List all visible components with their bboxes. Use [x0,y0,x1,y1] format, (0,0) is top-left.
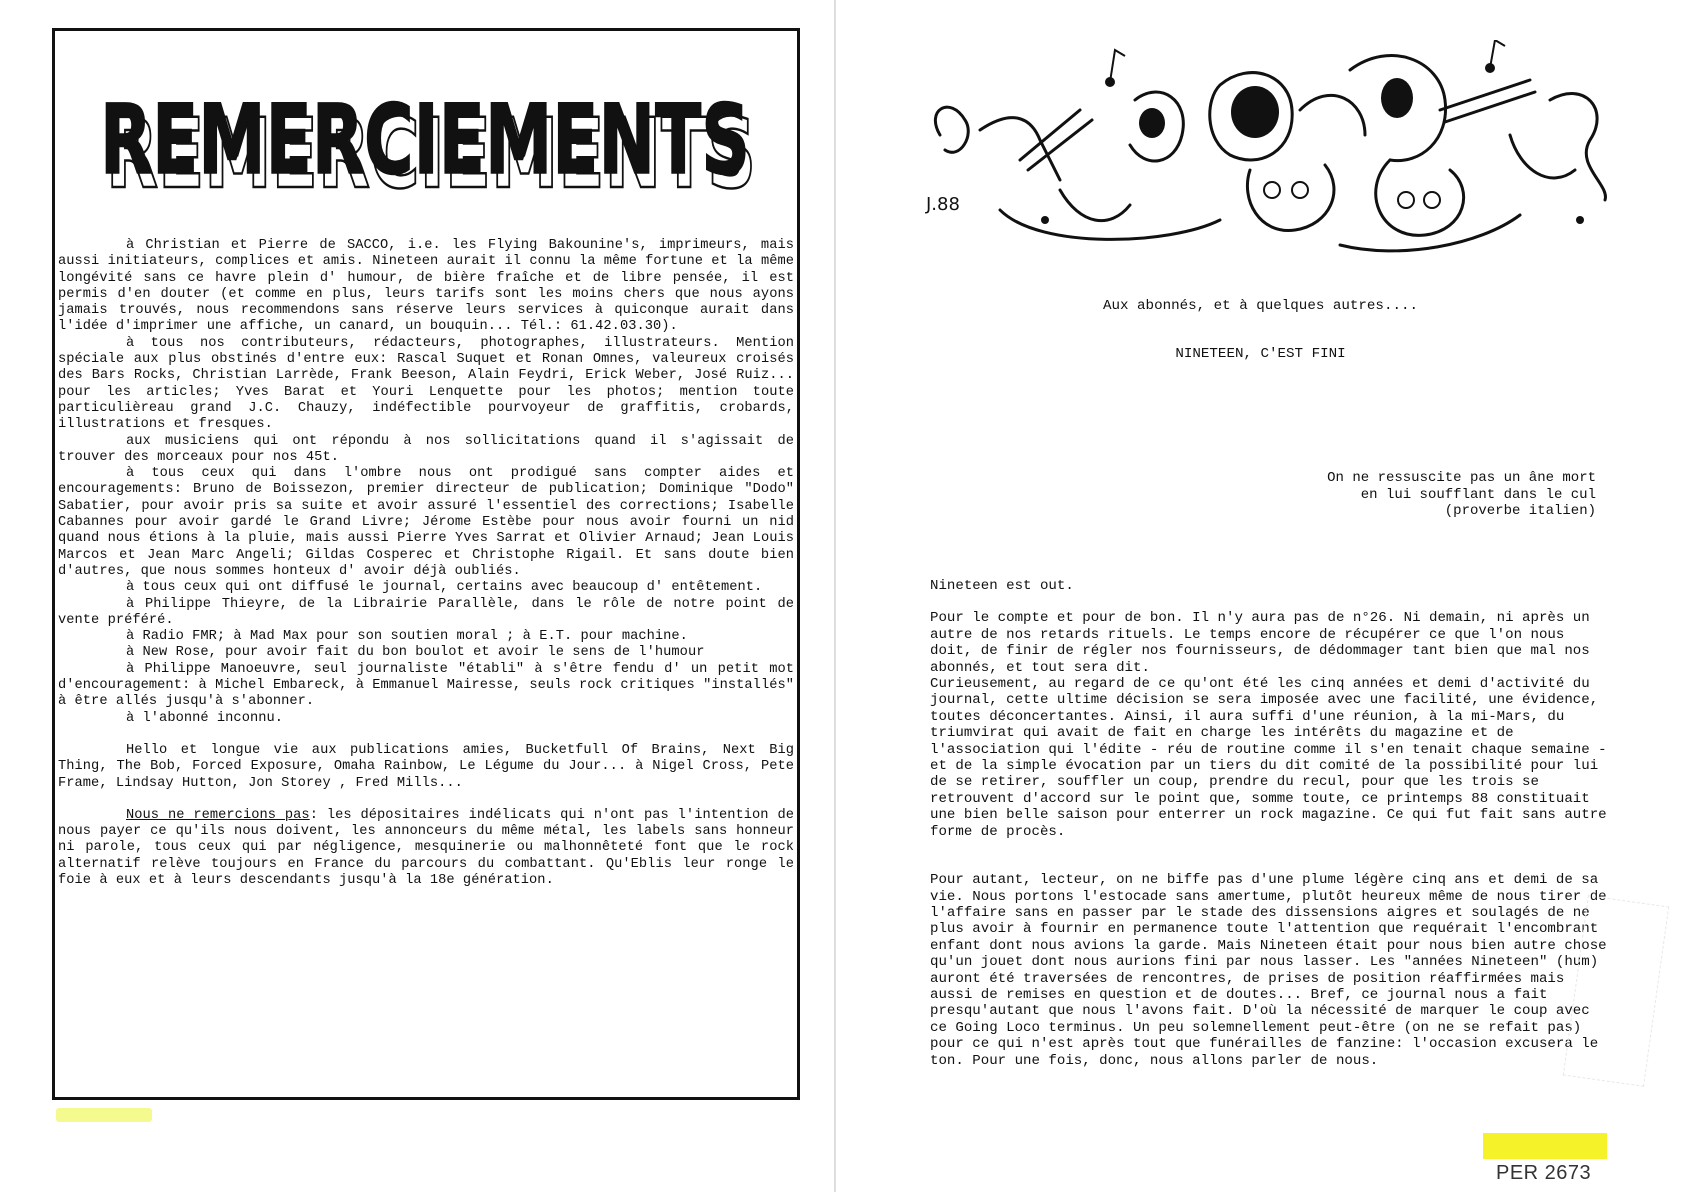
thanks-paragraph: à l'abonné inconnu. [126,710,284,726]
page-title: REMERCIEMENTS [100,84,750,196]
shelf-mark: PER 2673 [1496,1162,1592,1184]
thanks-paragraph: à Philippe Thieyre, de la Librairie Parallèle, dans le rôle de notre point de vente préféré. [58,596,794,628]
editorial-paragraph: Curieusement, au regard de ce qu'ont été les cinq années et demi d'activité du journal, cette ultime décision se sera imposée avec une facilité, une évidence, toutes déconcertantes. Ainsi, il aura suffi d'une réunion, à la mi-Mars, du triumvirat qui avait de fait en charge les intérêts du magazine et de l'association qui l'édite - réu de routine comme il s'en tenait chaque semaine - et de la simple évocation par un tiers du dit comité de la possibilité pour lui de se retirer, souffler un coup, prendre du recul, pour que les trois se retrouvent d'accord sur le point que, somme toute, ce printemps 88 constituait une bien belle saison pour enterrer un rock magazine. Ce qui fut fait sans autre forme de procès. [930,676,1607,840]
editorial-body [930,578,1610,1069]
no-thanks-heading: Nous ne remercions pas [126,807,310,823]
left-page [0,0,834,1192]
highlighter-mark [56,1108,152,1122]
thanks-paragraph: à Radio FMR; à Mad Max pour son soutien moral ; à E.T. pour machine. [126,629,688,645]
opening-line: Nineteen est out. [930,578,1074,594]
no-thanks-text: : les dépositaires indélicats qui n'ont pas l'intention de nous payer ce qu'ils nous doivent, les annonceurs du même métal, les labels sans honneur ni parole, tous ceux qui par négligence, mesquinerie ou malhonnêteté font que le rock alternatif relève toujours en France du parcours du combattant. Qu'Eblis leur ronge le foie à eux et à leurs descendants jusqu'à la 18e génération. [58,807,794,888]
proverb-epigraph [1240,470,1596,520]
thanks-paragraph: à tous nos contributeurs, rédacteurs, photographes, illustrateurs. Mention spéciale aux plus obstinés d'entre eux: Rascal Suquet et Ronan Omnes, valeureux croisés des Bars Rocks, Christian Larrède, Frank Beeson, Alain Feydri, Erick Weber, José Ruiz... pour les articles; Yves Barat et Youri Lenquette pour les photos; mention toute particulièreau grand J.C. Chauzy, indéfectible pourvoyeur de graffitis, crobards, illustrations et fresques. [58,335,794,433]
editorial-paragraph: Pour autant, lecteur, on ne biffe pas d'une plume légère cinq ans et demi de sa vie. Nous portons l'estocade sans amertume, plutôt heureux même de nous tirer de l'affaire sans en passer par le stade des dissensions aigres et soulagés de ne plus avoir à fournir en permanence toute l'attention que requérait l'encombrant enfant dont nous avions la garde. Mais Nineteen était pour nous bien autre chose qu'un jouet dont nous aurions fini par nous lasser. Les "années Nineteen" (hum) auront été traversées de rencontres, de prises de position réaffirmées mais aussi de remises en question et de doutes... Bref, ce journal nous a fait presqu'autant que nous l'avons fait. D'où la nécessité de marquer le coup avec ce Going Loco terminus. Un peu solemnellement peut-être (on ne se refait pas) pour ce qui n'est après tout que funérailles de fanzine: l'occasion excusera le ton. Pour une fois, donc, nous allons parler de nous. [930,872,1607,1069]
headline: NINETEEN, C'EST FINI [1175,346,1346,362]
thanks-paragraph: à tous ceux qui dans l'ombre nous ont prodigué sans compter aides et encouragements: Bruno de Boissezon, premier directeur de publication; Dominique "Dodo" Sabatier, pour avoir pris sa suite et avoir assuré l'essentiel des corrections; Isabelle Cabannes pour avoir gardé le Grand Livre; Jérome Estèbe pour nous avoir fourni un nid quand nous étions à la pluie, mais aussi Pierre Yves Sarrat et Olivier Arnaud; Jean Louis Marcos et Jean Marc Angeli; Gildas Cosperec et Christophe Rigail. Et sans doute bien d'autres, que nous sommes honteux d' avoir déjà oubliés. [58,466,794,579]
thanks-paragraph: aux musiciens qui ont répondu à nos sollicitations quand il s'agissait de trouver des morceaux pour nos 45t. [58,433,794,465]
proverb-line: On ne ressuscite pas un âne mort [1327,470,1596,486]
acknowledgements-body [58,238,794,889]
musicians-cartoon-illustration [920,40,1620,270]
thanks-paragraph: à Philippe Manoeuvre, seul journaliste "établi" à s'être fendu d' un petit mot d'encouragement: à Michel Embareck, à Emmanuel Mairesse, seuls rock critiques "installés" à être allés jusqu'à s'abonner. [58,661,794,710]
dedication-line: Aux abonnés, et à quelques autres.... [1102,298,1418,314]
proverb-line: en lui soufflant dans le cul [1360,486,1596,503]
hello-paragraph: Hello et longue vie aux publications amies, Bucketfull Of Brains, Next Big Thing, The Bob, Forced Exposure, Omaha Rainbow, Le Légume du Jour... à Nigel Cross, Pete Frame, Lindsay Hutton, Jon Storey , Fred Mills... [58,742,794,791]
thanks-paragraph: à Christian et Pierre de SACCO, i.e. les Flying Bakounine's, imprimeurs, mais aussi initiateurs, complices et amis. Nineteen aurait il connu la même fortune et la même longévité sans ce havre plein d' humour, de bière fraîche et de libre pensée, il est permis d'en douter (et comme en plus, leurs tarifs sont les moins chers que nous ayons jamais trouvés, nous recommendons sans réserve leurs services à quiconque aurait dans l'idée d'imprimer une affiche, un canard, un bouquin... Tél.: 61.42.03.30). [58,238,794,335]
signature-mark: J.88 [926,194,960,215]
no-thanks-paragraph [58,808,794,889]
editorial-paragraph: Pour le compte et pour de bon. Il n'y aura pas de n°26. Ni demain, ni après un autre de nos retards rituels. Le temps encore de récupérer ce que l'on nous doit, de finir de régler nos fournisseurs, de dédommager tant bien que mal nos abonnés, et tout sera dit. [930,610,1590,676]
title-lettering [80,48,770,208]
thanks-paragraph: à New Rose, pour avoir fait du bon boulot et avoir le sens de l'humour [126,645,705,661]
thanks-paragraph: à tous ceux qui ont diffusé le journal, certains avec beaucoup d' entêtement. [126,580,763,596]
proverb-source: (proverbe italien) [1444,503,1596,519]
highlighter-label [1483,1133,1607,1159]
title-shadow: REMERCIEMENTS [106,98,756,208]
